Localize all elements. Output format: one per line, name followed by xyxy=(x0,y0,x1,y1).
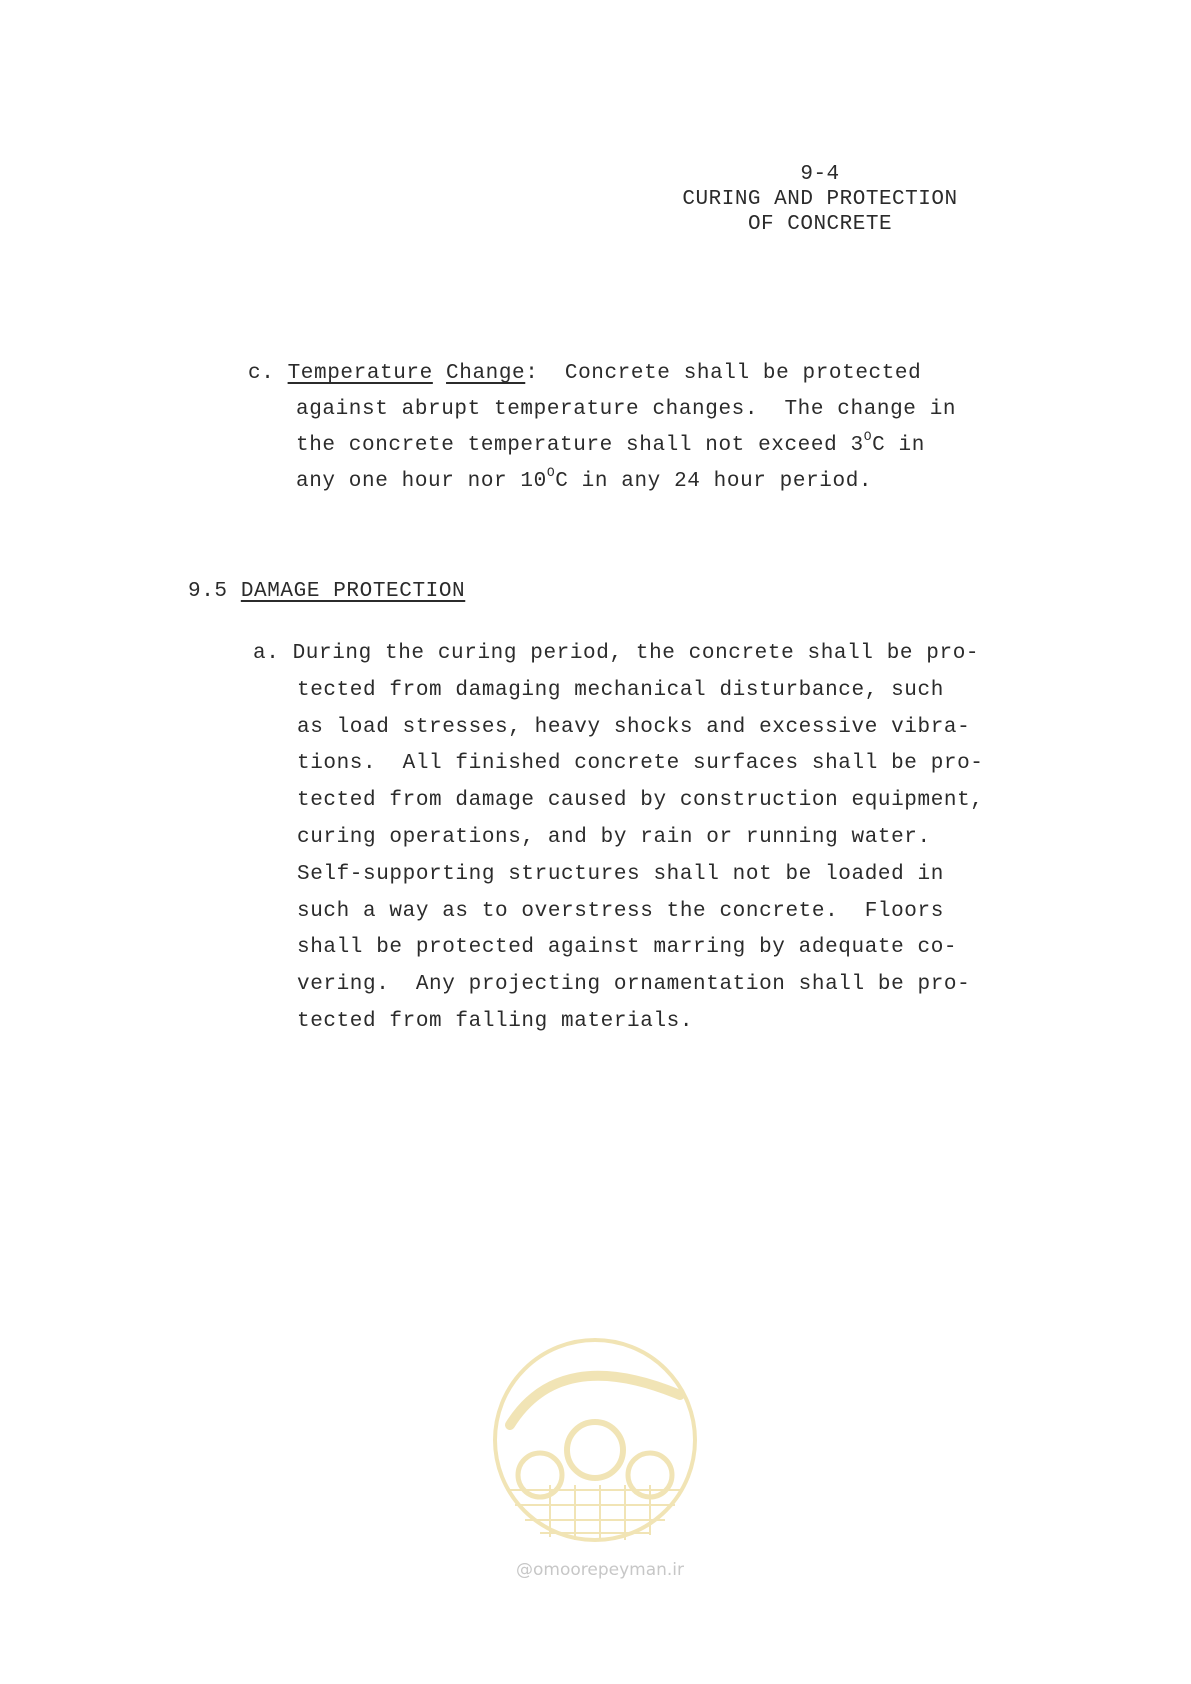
paragraph-line: Self-supporting structures shall not be loaded in xyxy=(297,862,944,886)
paragraph-line: curing operations, and by rain or running water. xyxy=(297,825,931,849)
degree-symbol: O xyxy=(863,429,873,444)
paragraph-line: vering. Any projecting ornamentation shall be pro- xyxy=(297,973,971,997)
degree-symbol: O xyxy=(546,465,556,480)
paragraph-line: shall be protected against marring by adequate co- xyxy=(297,936,958,960)
section-heading-number: 9.5 xyxy=(188,580,228,603)
paragraph-line: tected from damaging mechanical disturbance, such xyxy=(297,678,944,702)
paragraph-text: C in xyxy=(872,434,925,457)
watermark-logo xyxy=(490,1325,700,1555)
paragraph-line: tected from damage caused by construction equipment, xyxy=(297,789,984,813)
paragraph-line xyxy=(253,636,984,673)
subheading-word: Change xyxy=(446,362,526,385)
paragraph-damage-protection xyxy=(253,636,984,1041)
paragraph-text: any one hour nor 10 xyxy=(296,470,547,493)
list-marker: c. xyxy=(248,362,275,385)
paragraph-line xyxy=(248,464,956,500)
paragraph-temperature-change xyxy=(248,356,956,500)
paragraph-text: C in any 24 hour period. xyxy=(555,470,873,493)
paragraph-line xyxy=(248,356,956,392)
paragraph-line: as load stresses, heavy shocks and excessive vibra- xyxy=(297,715,971,739)
section-heading xyxy=(188,580,465,603)
watermark-site: @omoorepeyman.ir xyxy=(515,1560,685,1580)
list-marker: a. xyxy=(253,642,280,665)
chapter-title-line2: OF CONCRETE xyxy=(747,213,893,236)
paragraph-text: the concrete temperature shall not exceed 3 xyxy=(296,434,864,457)
section-heading-title: DAMAGE PROTECTION xyxy=(240,580,466,603)
paragraph-text: Concrete shall be protected xyxy=(538,362,922,385)
subheading-word: Temperature xyxy=(287,362,433,385)
paragraph-line: against abrupt temperature changes. The change in xyxy=(296,398,957,421)
page-header xyxy=(600,162,1040,237)
paragraph-line xyxy=(248,428,956,464)
paragraph-line: such a way as to overstress the concrete. Floors xyxy=(297,899,944,923)
chapter-title-line1: CURING AND PROTECTION xyxy=(682,188,958,211)
paragraph-line: tected from falling materials. xyxy=(297,1009,694,1033)
section-number: 9-4 xyxy=(800,163,840,186)
paragraph-text: During the curing period, the concrete shall be pro- xyxy=(292,642,980,665)
subheading-colon: : xyxy=(525,362,539,385)
paragraph-line: tions. All finished concrete surfaces shall be pro- xyxy=(297,752,984,776)
